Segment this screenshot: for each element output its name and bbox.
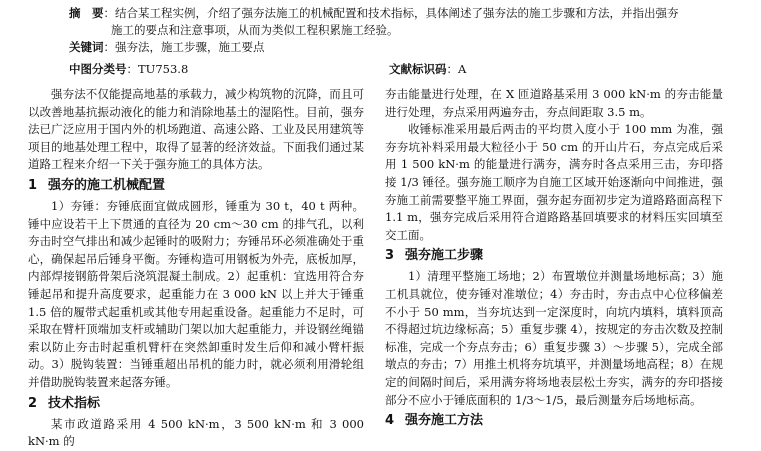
keywords-line	[69, 39, 709, 56]
section-4-heading	[385, 411, 723, 431]
abstract-line-2: 施工的要点和注意事项，从而为类似工程积累施工经验。	[111, 23, 399, 37]
section-2-body: 某市政道路采用 4 500 kN·m，3 500 kN·m 和 3 000 kN·m 的	[28, 416, 364, 449]
section-3-number: 3	[385, 248, 395, 264]
section-1-heading	[28, 176, 364, 196]
keywords-text: ：强夯法，施工步骤，施工要点	[103, 40, 265, 54]
doc-code-text: ：A	[446, 62, 467, 76]
section-1-number: 1	[28, 177, 38, 193]
section-4-number: 4	[385, 413, 395, 429]
section-2-number: 2	[28, 395, 38, 411]
abstract-label: 摘 要	[69, 6, 104, 20]
classification-text: ：TU753.8	[126, 62, 189, 76]
right-column	[385, 86, 723, 433]
doc-code-label: 文献标识码	[389, 62, 447, 76]
left-column	[28, 86, 364, 451]
abstract-text-1: ：结合某工程实例，介绍了强夯法施工的机械配置和技术指标，具体阐述了强夯法的施工步骤和方法，并指出强夯	[103, 6, 679, 20]
abstract-block	[69, 5, 709, 56]
section-2-heading	[28, 394, 364, 414]
classification-label: 中图分类号	[69, 62, 127, 76]
keywords-label: 关键词	[69, 40, 104, 54]
right-paragraph-2: 收锤标准采用最后两击的平均贯入度小于 100 mm 为准，强夯夯坑补料采用最大粒径小于 50 cm 的开山片石，夯点完成后采用 1 500 kN·m 的能量进行满夯，满夯时各点采用三击，夯印搭接 1/3 锤径。强夯施工顺序为自施工区域开始逐渐向中间推进，强夯施工前需要整平施工界面，强夯起夯面初步定为道路路面高程下 1.1 m，强夯完成后采用符合道路路基回填要求的材料压实回填至交工面。	[385, 122, 723, 242]
section-4-title: 强夯施工方法	[405, 413, 484, 429]
section-1-title: 强夯的施工机械配置	[48, 177, 166, 193]
section-3-title: 强夯施工步骤	[405, 248, 484, 264]
classification-line	[69, 61, 188, 78]
abstract-line-1	[69, 5, 709, 22]
intro-paragraph: 强夯法不仅能提高地基的承载力，减少构筑物的沉降，而且可以改善地基抗振动液化的能力和消除地基土的湿陷性。目前，强夯法已广泛应用于国内外的机场跑道、高速公路、工业及民用建筑等项目的地基处理工程中，取得了显著的经济效益。下面我们通过某道路工程来介绍一下关于强夯施工的具体方法。	[28, 87, 364, 172]
section-1-body: 1）夯锤：夯锤底面宜做成圆形，锤重为 30 t，40 t 两种。锤中应设若干上下贯通的直径为 20 cm～30 cm 的排气孔，以利夯击时空气排出和减少起锤时的吸附力；夯锤吊环必须准确处于重心，确保起吊后锤身平衡。夯锤构造可用钢板为外壳，底板加厚，内部焊接钢筋骨架后浇筑混凝土制成。2）起重机：宜选用符合夯锤起吊和提升高度要求，起重能力在 3 000 kN 以上并大于锤重 1.5 倍的履带式起重机或其他专用起重设备。起重能力不足时，可采取在臂杆顶端加支杆或辅助门架以加大起重能力，并设钢丝绳锚索以防止夯击时起重机臂杆在突然卸重时发生后仰和减小臂杆振动。3）脱钩装置：当锤重超出吊机的能力时，就必须利用滑轮组并借助脱钩装置来起落夯锤。	[28, 198, 364, 389]
section-3-body: 1）清理平整施工场地；2）布置墩位并测量场地标高；3）施工机具就位，使夯锤对准墩位；4）夯击时，夯击点中心位移偏差不小于 50 mm，当夯坑达到一定深度时，向坑内填料，填料顶高不得超过坑边缘标高；5）重复步骤 4），按规定的夯击次数及控制标准，完成一个夯点夯击；6）重复步骤 3）～步骤 5），完成全部墩点的夯击；7）用推土机将夯坑填平，并测量场地高程；8）在规定的间隔时间后，采用满夯将场地表层松土夯实，满夯的夯印搭接部分不应小于锤底面积的 1/3～1/5，最后测量夯后场地标高。	[385, 269, 723, 407]
right-paragraph-1: 夯击能量进行处理，在 X 匝道路基采用 3 000 kN·m 的夯击能量进行处理，夯点采用两遍夯击，夯点间距取 3.5 m。	[385, 87, 723, 119]
doc-code-line	[389, 61, 466, 78]
section-3-heading	[385, 246, 723, 266]
section-2-title: 技术指标	[48, 395, 101, 411]
